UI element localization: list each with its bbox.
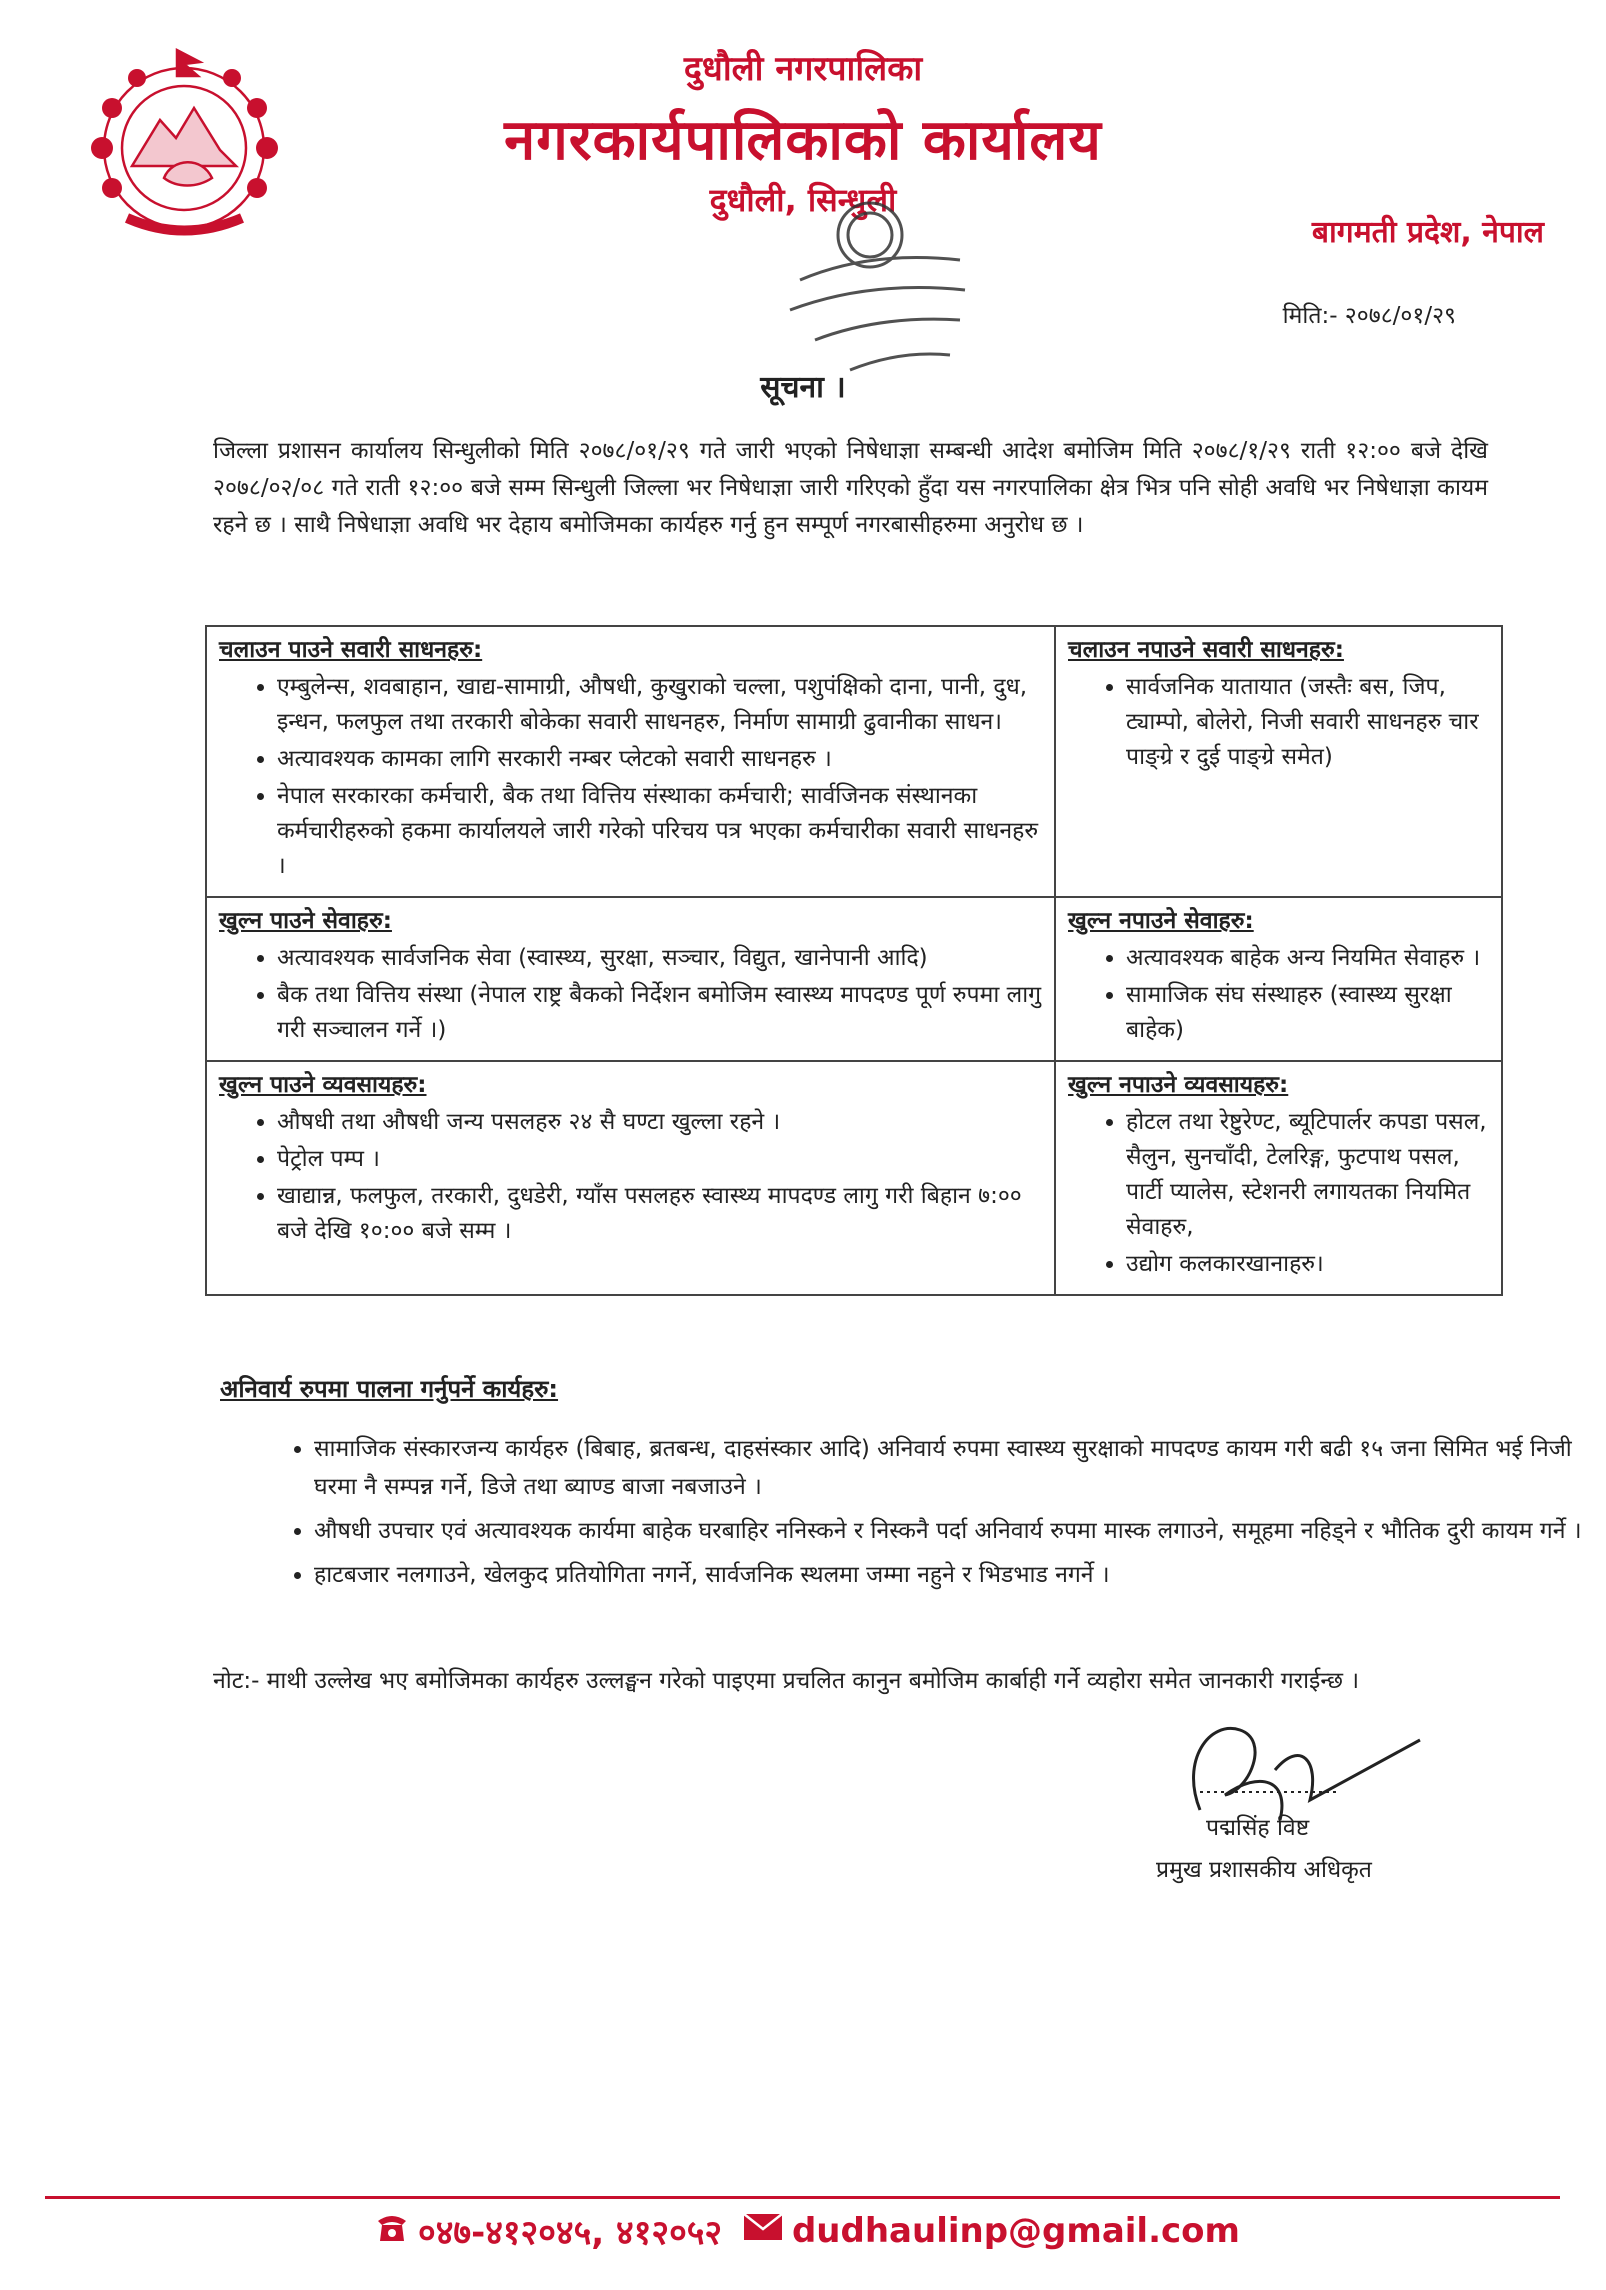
office-location: दुधौली, सिन्धुली: [709, 181, 897, 219]
closed-services-heading: खुल्न नपाउने सेवाहरु:: [1068, 908, 1254, 934]
list-item: • नेपाल सरकारका कर्मचारी, बैक तथा वित्तिय संस्थाका कर्मचारी; सार्वजिनक संस्थानका कर्मचारीहरुको हकमा कार्यालयले जारी गरेको परिचय पत्र भएका कर्मचारीका सवारी साधनहरु ।: [277, 779, 1042, 884]
list-item: • सार्वजनिक यातायात (जस्तैः बस, जिप, ट्याम्पो, बोलेरो, निजी सवारी साधनहरु चार पाङ्ग्रे र दुई पाङ्ग्रे समेत): [1126, 670, 1489, 775]
open-business-cell: [206, 1061, 1055, 1295]
note-paragraph: नोट:- माथी उल्लेख भए बमोजिमका कार्यहरु उल्लङ्घन गरेको पाइएमा प्रचलित कानुन बमोजिम कार्बाही गर्ने व्यहोरा समेत जानकारी गराईन्छ ।: [213, 1668, 1360, 1694]
contact-footer: [0, 2208, 1606, 2254]
signatory-name: पद्मसिंह विष्ट: [1206, 1815, 1310, 1841]
footer-divider: [45, 2196, 1560, 2199]
rules-table: [205, 625, 1503, 1296]
mandatory-list: [222, 1430, 1584, 1600]
list-item: • अत्यावश्यक सार्वजनिक सेवा (स्वास्थ्य, सुरक्षा, सञ्चार, विद्युत, खानेपानी आदि): [277, 941, 1042, 976]
envelope-icon: [742, 2211, 784, 2251]
list-item: • बैक तथा वित्तिय संस्था (नेपाल राष्ट्र बैकको निर्देशन बमोजिम स्वास्थ्य मापदण्ड पूर्ण रुपमा लागु गरी सञ्चालन गर्ने ।): [277, 978, 1042, 1048]
list-item: • अत्यावश्यक बाहेक अन्य नियमित सेवाहरु ।: [1126, 941, 1489, 976]
list-item: • अत्यावश्यक कामका लागि सरकारी नम्बर प्लेटको सवारी साधनहरु ।: [277, 742, 1042, 777]
notice-title: सूचना ।: [760, 370, 846, 405]
open-services-cell: [206, 897, 1055, 1061]
document-date: मिति:- २०७८/०१/२९: [1282, 303, 1456, 329]
open-services-heading: खुल्न पाउने सेवाहरु:: [219, 908, 392, 934]
mandatory-heading: अनिवार्य रुपमा पालना गर्नुपर्ने कार्यहरु:: [220, 1375, 559, 1403]
closed-business-heading: खुल्न नपाउने व्यवसायहरु:: [1068, 1072, 1289, 1098]
list-item: • हाटबजार नलगाउने, खेलकुद प्रतियोगिता नगर्ने, सार्वजनिक स्थलमा जम्मा नहुने र भिडभाड नगर्ने ।: [314, 1556, 1584, 1594]
allowed-vehicles-heading: चलाउन पाउने सवारी साधनहरु:: [219, 637, 483, 663]
open-business-heading: खुल्न पाउने व्यवसायहरु:: [219, 1072, 427, 1098]
list-item: • पेट्रोल पम्प ।: [277, 1142, 1042, 1177]
intro-paragraph: जिल्ला प्रशासन कार्यालय सिन्धुलीको मिति २०७८/०१/२९ गते जारी भएको निषेधाज्ञा सम्बन्धी आदेश बमोजिम मिति २०७८/१/२९ राती १२:०० बजे देखि २०७८/०२/०८ गते राती १२:०० बजे सम्म सिन्धुली जिल्ला भर निषेधाज्ञा जारी गरिएको हुँदा यस नगरपालिका क्षेत्र भित्र पनि सोही अवधि भर निषेधाज्ञा कायम रहने छ । साथै निषेधाज्ञा अवधि भर देहाय बमोजिमका कार्यहरु गर्नु हुन सम्पूर्ण नगरबासीहरुमा अनुरोध छ ।: [213, 438, 1488, 538]
phone-numbers: ०४७-४१२०४५, ४१२०५२: [418, 2213, 723, 2253]
banned-vehicles-cell: [1055, 626, 1502, 897]
list-item: • होटल तथा रेष्टुरेण्ट, ब्यूटिपार्लर कपडा पसल, सैलुन, सुनचाँदी, टेलरिङ्ग, फुटपाथ पसल, पार्टी प्यालेस, स्टेशनरी लगायतका नियमित सेवाहरु,: [1126, 1105, 1489, 1245]
municipality-name: दुधौली नगरपालिका: [683, 49, 923, 89]
list-item: • औषधी उपचार एवं अत्यावश्यक कार्यमा बाहेक घरबाहिर ननिस्कने र निस्कनै पर्दा अनिवार्य रुपमा मास्क लगाउने, समूहमा नहिड्ने र भौतिक दुरी कायम गर्ने ।: [314, 1512, 1584, 1550]
allowed-vehicles-cell: [206, 626, 1055, 897]
telephone-icon: [374, 2211, 410, 2252]
office-title: नगरकार्यपालिकाको कार्यालय: [504, 108, 1102, 173]
list-item: • सामाजिक संघ संस्थाहरु (स्वास्थ्य सुरक्षा बाहेक): [1126, 978, 1489, 1048]
signatory-title: प्रमुख प्रशासकीय अधिकृत: [1156, 1857, 1372, 1883]
email-link[interactable]: dudhaulinp@gmail.com: [791, 2211, 1240, 2251]
list-item: • खाद्यान्न, फलफुल, तरकारी, दुधडेरी, ग्याँस पसलहरु स्वास्थ्य मापदण्ड लागु गरी बिहान ७:०० बजे देखि १०:०० बजे सम्म ।: [277, 1179, 1042, 1249]
closed-business-cell: [1055, 1061, 1502, 1295]
banned-vehicles-heading: चलाउन नपाउने सवारी साधनहरु:: [1068, 637, 1344, 663]
province-label: बागमती प्रदेश, नेपाल: [1311, 215, 1544, 250]
list-item: • औषधी तथा औषधी जन्य पसलहरु २४ सै घण्टा खुल्ला रहने ।: [277, 1105, 1042, 1140]
closed-services-cell: [1055, 897, 1502, 1061]
list-item: • एम्बुलेन्स, शवबाहान, खाद्य-सामाग्री, औषधी, कुखुराको चल्ला, पशुपंक्षिको दाना, पानी, दुध, इन्धन, फलफुल तथा तरकारी बोकेका सवारी साधनहरु, निर्माण सामाग्री ढुवानीका साधन।: [277, 670, 1042, 740]
list-item: • उद्योग कलकारखानाहरु।: [1126, 1247, 1489, 1282]
list-item: • सामाजिक संस्कारजन्य कार्यहरु (बिबाह, ब्रतबन्ध, दाहसंस्कार आदि) अनिवार्य रुपमा स्वास्थ्य सुरक्षाको मापदण्ड कायम गरी बढी १५ जना सिमित भई निजी घरमा नै सम्पन्न गर्ने, डिजे तथा ब्याण्ड बाजा नबजाउने ।: [314, 1430, 1584, 1506]
